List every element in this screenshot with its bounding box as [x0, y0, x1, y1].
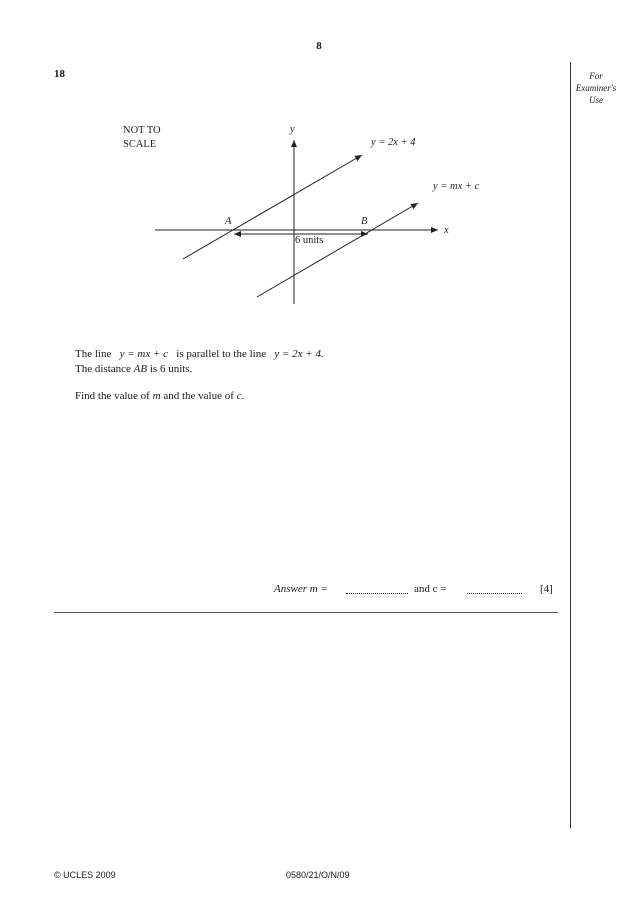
- examiner-line-1: For: [589, 71, 603, 81]
- sentence2-part-1: The distance: [75, 363, 131, 375]
- footer-code: 0580/21/O/N/09: [286, 870, 350, 880]
- answer-m-field[interactable]: [346, 583, 408, 594]
- sentence1-part-1: The line: [75, 348, 112, 360]
- sentence2-segment: AB: [133, 363, 148, 375]
- answer-c-label: and c =: [414, 583, 447, 595]
- sentence3-period: .: [241, 390, 245, 402]
- examiner-line-3: Use: [589, 95, 603, 105]
- sentence3-part-1: Find the value of: [75, 390, 150, 402]
- line1-label: y = 2x + 4: [371, 137, 416, 148]
- examiner-line-2: Examiner's: [575, 83, 617, 93]
- parallel-lines-diagram: [100, 118, 520, 318]
- answer-c-field[interactable]: [467, 583, 522, 594]
- sentence1-equation-1: y = mx + c: [119, 348, 169, 360]
- point-b-label: B: [361, 216, 368, 227]
- question-sentence-1: [75, 347, 324, 362]
- footer-copyright: © UCLES 2009: [54, 870, 116, 880]
- y-axis-label: y: [290, 124, 295, 135]
- line-y-equals-mx-plus-c: [257, 203, 418, 297]
- point-a-label: A: [225, 216, 232, 227]
- marks: [4]: [540, 583, 553, 595]
- not-to-scale-line-2: SCALE: [123, 139, 157, 150]
- x-axis-label: x: [444, 225, 449, 236]
- distance-label: 6 units: [295, 235, 324, 246]
- question-end-rule: [54, 612, 558, 613]
- sentence3-var-c: c: [236, 390, 242, 402]
- question-sentence-2: [75, 362, 192, 377]
- not-to-scale-line-1: NOT TO: [123, 125, 161, 136]
- sentence3-var-m: m: [152, 390, 161, 402]
- examiner-column-label: [570, 70, 622, 106]
- sentence1-part-3: is parallel to the line: [176, 348, 267, 360]
- examiner-column-rule: [570, 62, 571, 828]
- answer-m-label: Answer m =: [274, 583, 328, 595]
- sentence3-part-3: and the value of: [163, 390, 234, 402]
- question-sentence-3: [75, 389, 244, 404]
- sentence2-part-3: is 6 units.: [149, 363, 193, 375]
- line-y-equals-2x-plus-4: [183, 155, 362, 259]
- question-number: 18: [54, 68, 65, 80]
- page-number: 8: [316, 40, 322, 52]
- sentence1-equation-2: y = 2x + 4.: [274, 348, 324, 360]
- line2-label: y = mx + c: [433, 181, 480, 192]
